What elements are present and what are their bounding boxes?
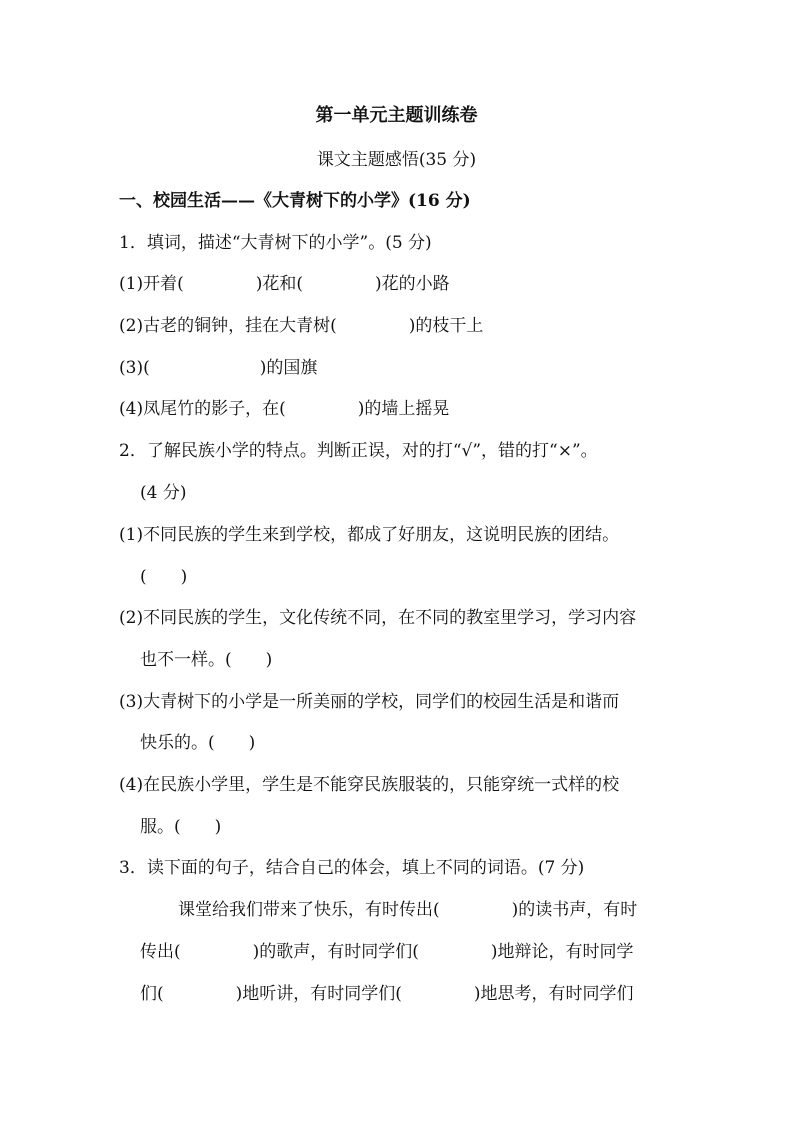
- question-2-item-4: (4)在民族小学里，学生是不能穿民族服装的，只能穿统一式样的校: [119, 775, 620, 795]
- section-heading: 一、校园生活——《大青树下的小学》(16 分): [119, 191, 471, 211]
- para-text: )地辩论，有时同学: [490, 942, 634, 962]
- question-3-stem: 3．读下面的句子，结合自己的体会，填上不同的词语。(7 分): [119, 858, 585, 878]
- para-text: )的歌声，有时同学们(: [252, 942, 419, 962]
- item-text: )的国旗: [259, 358, 318, 378]
- question-1-item-4: [119, 397, 679, 421]
- para-text: )的读书声，有时: [511, 900, 638, 920]
- question-3-paragraph-line-2: [140, 940, 700, 964]
- item-text: )花和(: [255, 274, 303, 294]
- question-1-item-1: [119, 272, 679, 296]
- item-text: )的枝干上: [408, 316, 484, 336]
- page-subtitle: 课文主题感悟(35 分): [316, 150, 477, 170]
- question-2-score: (4 分): [140, 483, 187, 503]
- question-3-paragraph-line-3: [140, 982, 700, 1006]
- question-2-item-4-cont[interactable]: 服。( ): [140, 817, 222, 837]
- answer-bracket[interactable]: ( ): [140, 567, 188, 587]
- para-text: 传出(: [140, 942, 181, 962]
- question-1-item-3: [119, 356, 679, 380]
- item-text: (4)凤尾竹的影子，在(: [119, 399, 286, 419]
- item-text: (1)开着(: [119, 274, 184, 294]
- question-1-item-2: [119, 314, 679, 338]
- para-text: )地思考，有时同学们: [473, 984, 634, 1004]
- item-text: )花的小路: [374, 274, 450, 294]
- question-2-item-3-cont[interactable]: 快乐的。( ): [140, 733, 256, 753]
- para-text: )地听讲，有时同学们(: [235, 984, 402, 1004]
- page-title: 第一单元主题训练卷: [315, 105, 478, 126]
- para-text: 课堂给我们带来了快乐，有时传出(: [178, 900, 440, 920]
- question-3-paragraph-line-1: [178, 898, 738, 922]
- item-text: (2)古老的铜钟，挂在大青树(: [119, 316, 337, 336]
- question-1-stem: 1．填词，描述“大青树下的小学”。(5 分): [119, 233, 432, 253]
- question-2-item-3: (3)大青树下的小学是一所美丽的学校，同学们的校园生活是和谐而: [119, 692, 620, 712]
- question-2-item-1: (1)不同民族的学生来到学校，都成了好朋友，这说明民族的团结。: [119, 525, 620, 545]
- question-2-item-2-cont[interactable]: 也不一样。( ): [140, 650, 273, 670]
- para-text: 们(: [140, 984, 164, 1004]
- item-text: (3)(: [119, 358, 150, 378]
- question-2-item-2: (2)不同民族的学生，文化传统不同，在不同的教室里学习，学习内容: [119, 608, 637, 628]
- question-2-stem: 2．了解民族小学的特点。判断正误，对的打“√”，错的打“×”。: [119, 441, 598, 461]
- item-text: )的墙上摇晃: [357, 399, 450, 419]
